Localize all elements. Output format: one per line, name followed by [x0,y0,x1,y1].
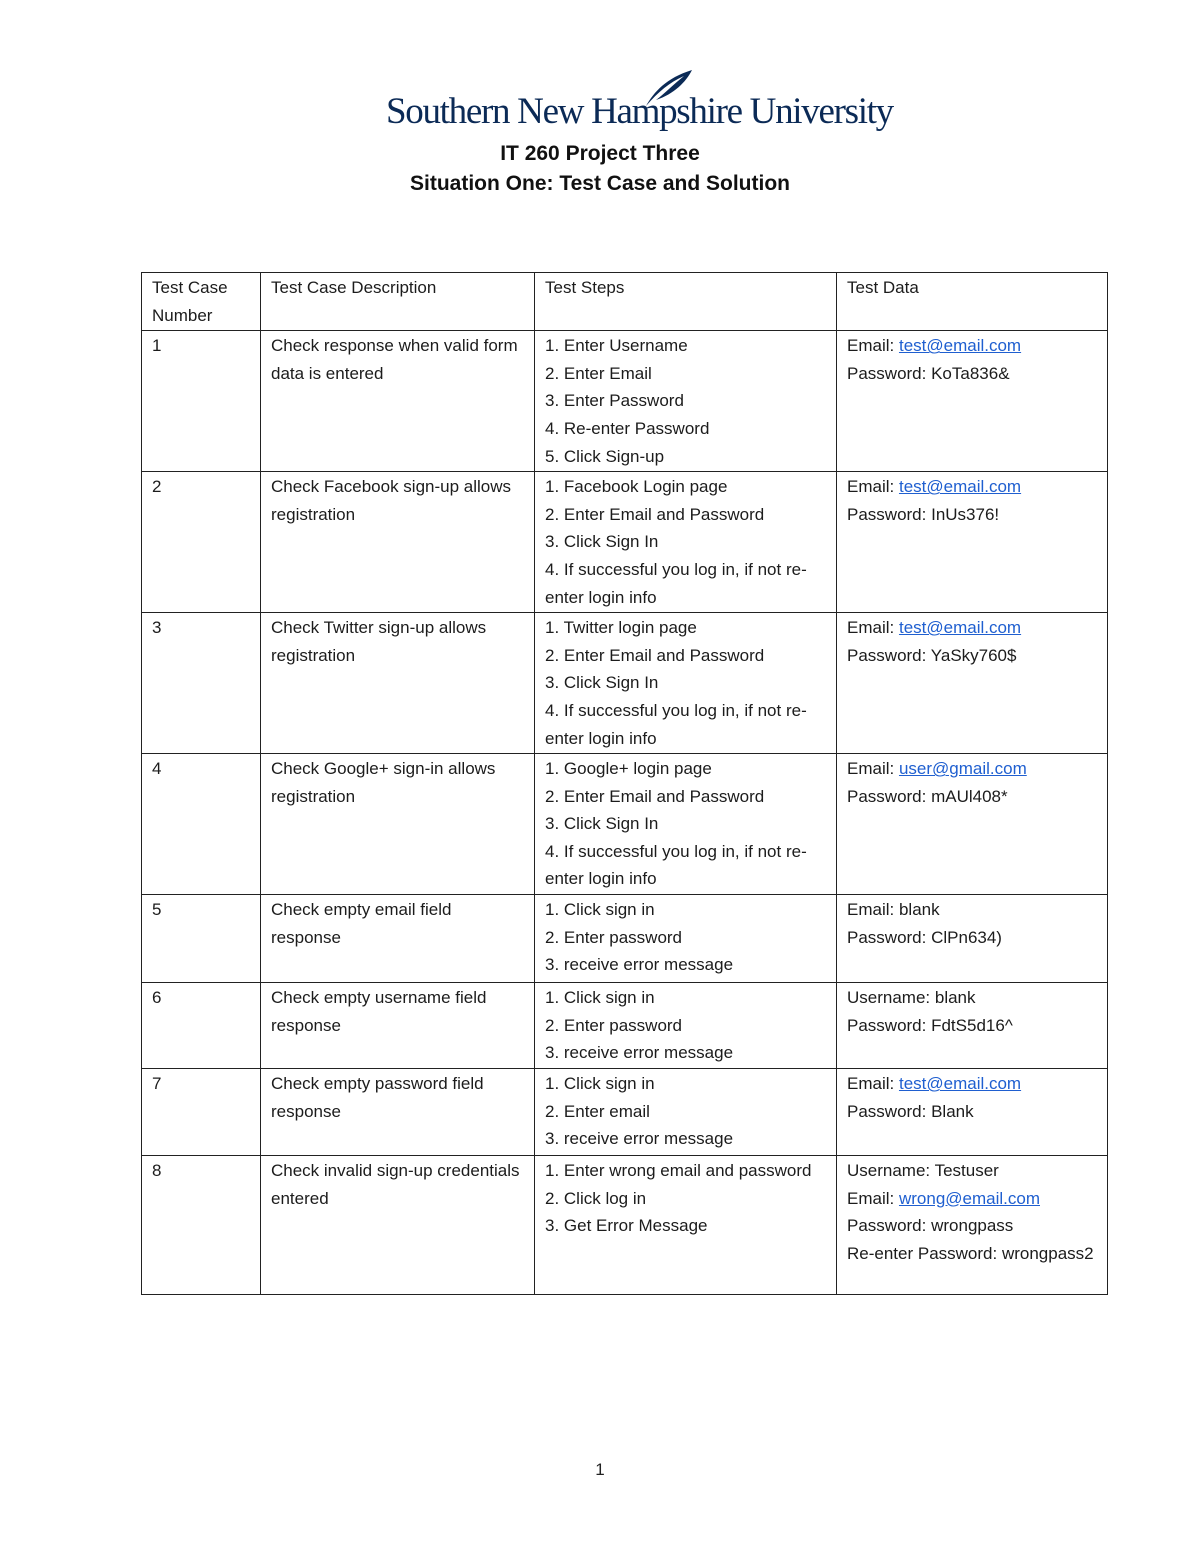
test-data-line [847,896,1097,924]
header-test-data: Test Data [837,273,1108,331]
test-case-description-cell: Check response when valid form data is entered [261,331,535,472]
test-case-number-cell: 2 [142,472,261,613]
test-step: 1. Twitter login page [545,618,697,638]
header-test-case-number: Test Case Number [142,273,261,331]
test-case-number-cell: 7 [142,1069,261,1156]
table-body [142,331,1108,1295]
test-data-cell [837,895,1108,983]
test-data-label: Password: [847,1015,932,1035]
test-step: 2. Enter Email and Password [545,504,765,524]
test-data-label: Email: [847,1074,899,1094]
test-step: 5. Click Sign-up [545,446,665,466]
test-step: 2. Click log in [545,1188,647,1208]
test-data-cell [837,1156,1108,1295]
test-case-description-cell: Check empty password field response [261,1069,535,1156]
test-data-label: Password: [847,504,932,524]
test-data-line [847,1012,1097,1040]
page-number: 1 [595,1460,605,1479]
test-step: 4. If successful you log in, if not re-enter login info [545,559,807,607]
test-step: 2. Enter password [545,1015,683,1035]
test-data-line [847,1070,1097,1098]
test-step: 3. Click Sign In [545,532,659,552]
test-data-cell [837,754,1108,895]
test-data-label: Username: [847,988,935,1008]
test-data-value: YaSky760$ [930,645,1017,665]
test-data-cell [837,613,1108,754]
test-data-line [847,473,1097,501]
test-data-cell [837,983,1108,1069]
test-data-value: FdtS5d16^ [931,1015,1013,1035]
email-link[interactable]: wrong@email.com [898,1188,1040,1208]
test-data-label: Password: [847,645,931,665]
test-steps-cell [535,1156,837,1295]
test-data-line [847,1157,1097,1185]
test-case-description-cell: Check Google+ sign-in allows registration [261,754,535,895]
test-data-line [847,360,1097,388]
test-case-description-cell: Check invalid sign-up credentials entered [261,1156,535,1295]
test-steps-cell [535,472,837,613]
test-step: 1. Click sign in [545,988,655,1008]
header-test-steps: Test Steps [535,273,837,331]
test-data-value: InUs376! [931,504,1000,524]
table-row [142,895,1108,983]
test-data-cell [837,1069,1108,1156]
test-data-label: Password: [847,1101,932,1121]
header-test-case-description: Test Case Description [261,273,535,331]
test-data-line [847,984,1097,1012]
test-data-label: Email: [847,477,899,497]
test-step: 1. Google+ login page [545,759,712,779]
test-case-number-cell: 6 [142,983,261,1069]
test-case-number-cell: 5 [142,895,261,983]
test-steps-cell [535,754,837,895]
test-data-line [847,755,1097,783]
test-data-value: Testuser [934,1161,999,1181]
email-link[interactable]: test@email.com [898,336,1022,356]
test-step: 2. Enter password [545,927,683,947]
test-data-value: wrongpass [931,1216,1014,1236]
document-subtitle: Situation One: Test Case and Solution [410,172,790,195]
test-data-label: Email: [847,759,899,779]
test-step: 3. Get Error Message [545,1216,708,1236]
test-step: 3. receive error message [545,1043,734,1063]
test-data-line [847,332,1097,360]
test-data-line [847,642,1097,670]
test-case-description-cell: Check empty username field response [261,983,535,1069]
test-step: 2. Enter Email and Password [545,645,765,665]
test-steps-cell [535,983,837,1069]
test-step: 1. Click sign in [545,900,655,920]
test-case-description-cell: Check Twitter sign-up allows registration [261,613,535,754]
university-logo [386,68,893,138]
test-case-number-cell: 4 [142,754,261,895]
table-row [142,1069,1108,1156]
test-data-line [847,1240,1097,1268]
test-data-line [847,501,1097,529]
test-case-description-cell: Check Facebook sign-up allows registration [261,472,535,613]
test-step: 4. If successful you log in, if not re-enter login info [545,841,807,889]
test-data-value: Blank [931,1101,974,1121]
test-case-number-cell: 3 [142,613,261,754]
email-link[interactable]: user@gmail.com [898,759,1027,779]
test-step: 3. Enter Password [545,391,684,411]
test-step: 4. If successful you log in, if not re-enter login info [545,700,807,748]
test-data-line [847,1185,1097,1213]
email-link[interactable]: test@email.com [898,618,1022,638]
test-step: 3. receive error message [545,1129,734,1149]
test-step: 2. Enter email [545,1101,650,1121]
test-data-label: Email: [847,900,899,920]
test-step: 2. Enter Email and Password [545,786,765,806]
table-row [142,1156,1108,1295]
email-link[interactable]: test@email.com [898,477,1022,497]
test-step: 1. Click sign in [545,1074,655,1094]
test-data-line [847,783,1097,811]
test-step: 3. Click Sign In [545,673,659,693]
test-step: 2. Enter Email [545,363,652,383]
test-data-label: Re-enter Password: [847,1243,1002,1263]
table-row [142,613,1108,754]
test-data-label: Email: [847,1188,899,1208]
test-data-value: ClPn634) [931,927,1002,947]
test-step: 1. Facebook Login page [545,477,728,497]
test-case-table [141,272,1108,1295]
test-data-line [847,614,1097,642]
test-data-label: Password: [847,363,932,383]
test-step: 4. Re-enter Password [545,418,710,438]
table-header-row [142,273,1108,331]
test-steps-cell [535,1069,837,1156]
table-row [142,754,1108,895]
test-data-label: Password: [847,1216,932,1236]
test-data-label: Password: [847,927,932,947]
test-step: 3. receive error message [545,955,734,975]
test-case-number-cell: 8 [142,1156,261,1295]
table-row [142,983,1108,1069]
table-row [142,472,1108,613]
test-steps-cell [535,613,837,754]
test-data-line [847,1212,1097,1240]
logo-wordmark: Southern New Hampshire University [386,91,893,132]
test-case-description-cell: Check empty email field response [261,895,535,983]
test-data-value: mAUl408* [931,786,1008,806]
test-data-label: Username: [847,1161,935,1181]
document-title: IT 260 Project Three [500,142,700,165]
test-step: 1. Enter wrong email and password [545,1161,812,1181]
test-steps-cell [535,895,837,983]
test-case-number-cell: 1 [142,331,261,472]
test-data-value: blank [898,900,940,920]
test-data-value: blank [934,988,976,1008]
test-step: 3. Click Sign In [545,814,659,834]
test-data-cell [837,472,1108,613]
test-data-value: KoTa836& [931,363,1010,383]
test-data-cell [837,331,1108,472]
email-link[interactable]: test@email.com [898,1074,1022,1094]
test-data-label: Password: [847,786,932,806]
test-step: 1. Enter Username [545,336,688,356]
test-steps-cell [535,331,837,472]
test-data-line [847,924,1097,952]
test-data-line [847,1098,1097,1126]
table-row [142,331,1108,472]
test-data-label: Email: [847,336,899,356]
test-data-value: wrongpass2 [1001,1243,1094,1263]
test-data-label: Email: [847,618,899,638]
